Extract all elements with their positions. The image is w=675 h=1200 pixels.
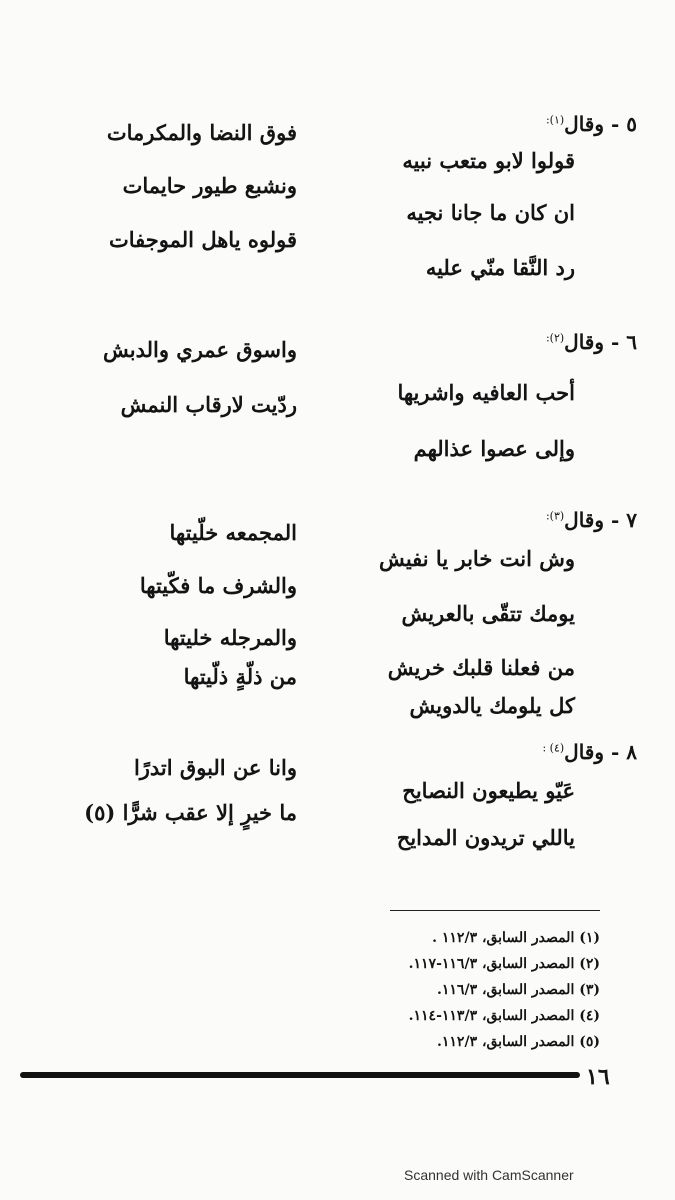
verse-right: وش انت خابر يا نفيش	[379, 546, 575, 571]
verse-left: المجمعه خلّيتها	[169, 520, 297, 545]
verse-left: قولوه ياهل الموجفات	[109, 227, 297, 252]
verse-left: ردّيت لارقاب النمش	[120, 392, 297, 417]
footnote-ref: (٢):	[545, 331, 565, 345]
footnote: (١) المصدر السابق، ١١٢/٣ .	[432, 930, 600, 946]
footnote-ref: (٣):	[545, 509, 565, 523]
footnote: (٢) المصدر السابق، ١١٦/٣-١١٧.	[408, 956, 600, 972]
poem-heading	[546, 330, 637, 354]
footnote: (٣) المصدر السابق، ١١٦/٣.	[437, 982, 600, 998]
verse-left: فوق النضا والمكرمات	[106, 120, 297, 145]
verse-right: وإلى عصوا عذالهم	[413, 436, 575, 461]
verse-left: ما خيرٍ إلا عقب شرًّا (٥)	[84, 800, 297, 825]
poem-heading	[546, 508, 637, 532]
verse-left: والمرجله خليتها	[163, 625, 297, 650]
footnote-ref: (١):	[545, 113, 565, 127]
poem-heading	[546, 112, 637, 136]
verse-left: ونشبع طيور حايمات	[122, 173, 297, 198]
page-number: ١٦	[586, 1064, 610, 1090]
verse-right: قولوا لابو متعب نبيه	[402, 148, 575, 173]
verse-right: يومك تتقّى بالعريش	[401, 601, 575, 626]
verse-left: وانا عن البوق اتدرًا	[133, 755, 297, 780]
footnote: (٥) المصدر السابق، ١١٢/٣.	[437, 1034, 600, 1050]
poem-heading-label: ٧ - وقال	[564, 508, 637, 532]
verse-left: من ذلّةٍ ذلّيتها	[183, 664, 297, 689]
verse-right: ان كان ما جانا نجيه	[406, 200, 575, 225]
poem-heading-label: ٦ - وقال	[564, 330, 637, 354]
footnote: (٤) المصدر السابق، ١١٣/٣-١١٤.	[408, 1008, 600, 1024]
poem-heading-label: ٥ - وقال	[564, 112, 637, 136]
poem-heading	[542, 740, 637, 764]
verse-right: أحب العافيه واشريها	[397, 380, 575, 405]
verse-right: رد النَّقا منّي عليه	[425, 255, 575, 280]
verse-left: والشرف ما فكّيتها	[139, 573, 297, 598]
verse-left: واسوق عمري والدبش	[102, 337, 297, 362]
poem-heading-label: ٨ - وقال	[564, 740, 637, 764]
verse-right: كل يلومك يالدويش	[409, 693, 575, 718]
verse-right: عَيّو يطيعون النصايح	[402, 778, 575, 803]
footnote-divider	[390, 910, 600, 911]
scanner-watermark: Scanned with CamScanner	[404, 1167, 574, 1183]
footnote-ref: (٤) :	[542, 741, 565, 755]
verse-right: ياللي تريدون المدايح	[396, 825, 575, 850]
verse-right: من فعلنا قلبك خريش	[387, 655, 575, 680]
page-bottom-rule	[20, 1072, 580, 1078]
